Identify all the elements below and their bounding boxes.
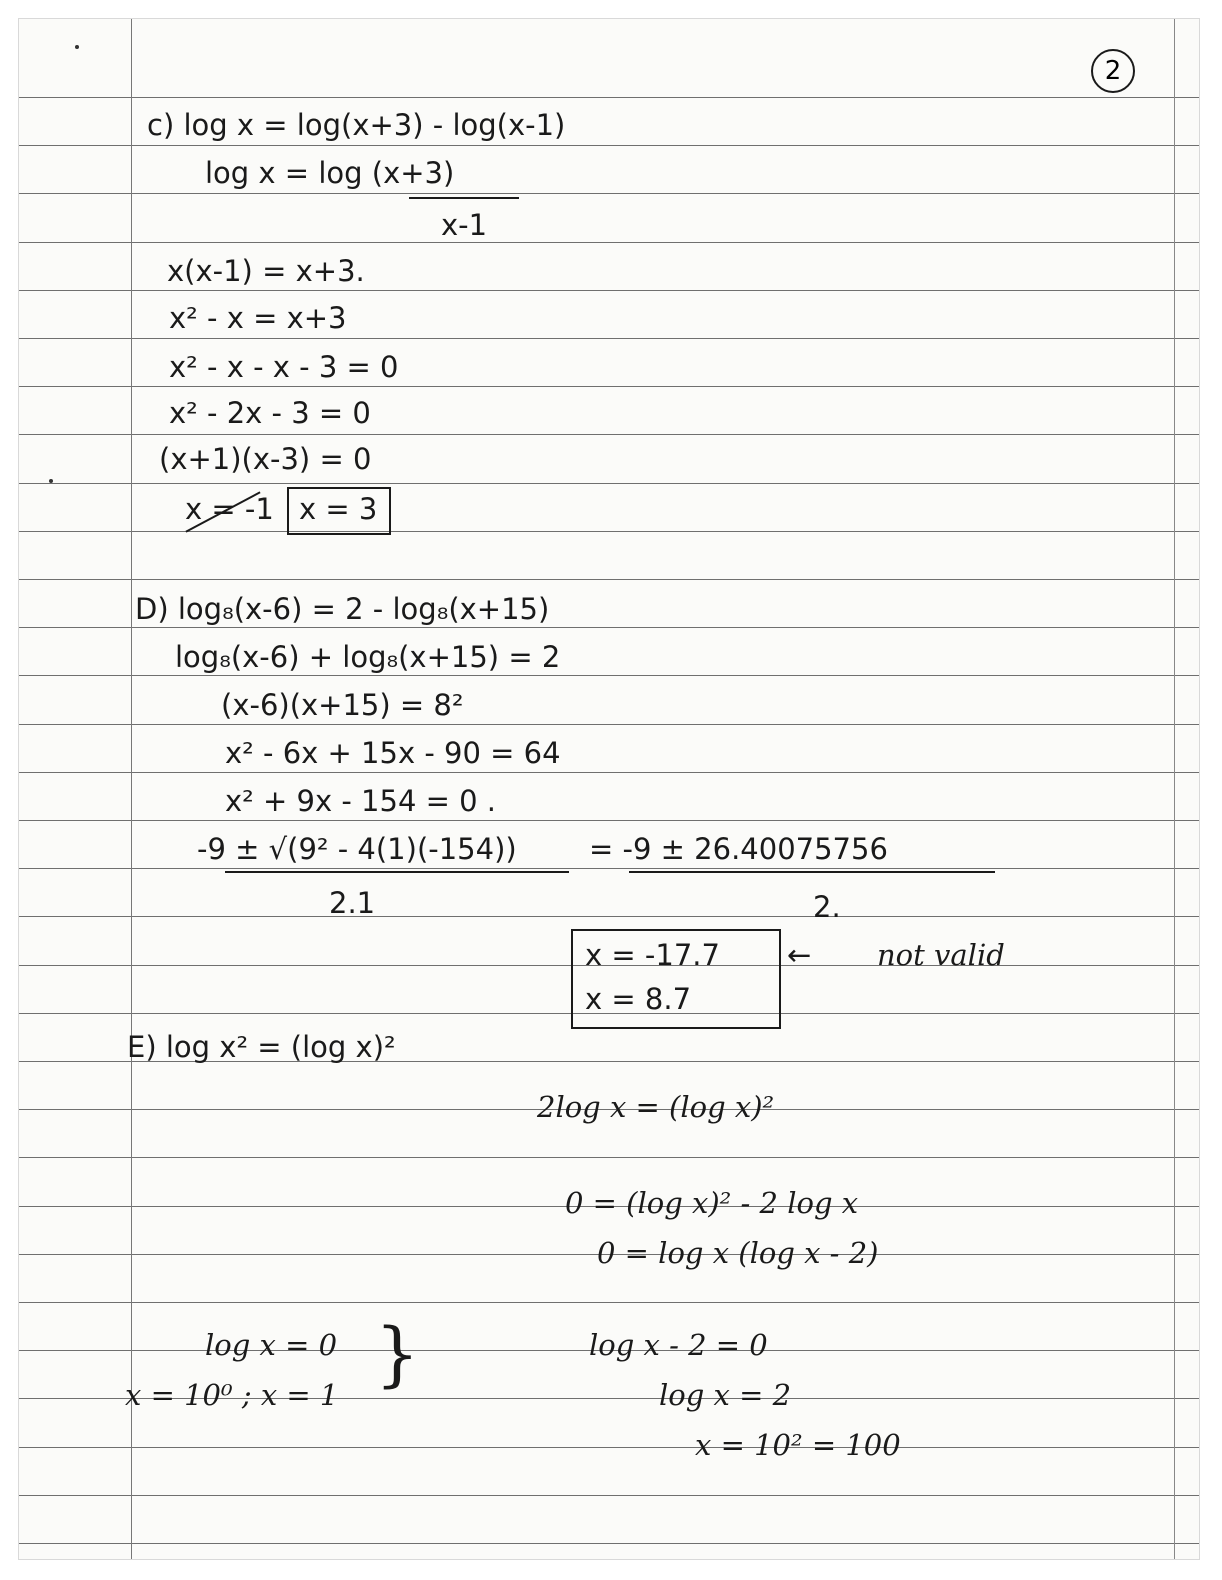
part-d-note: not valid bbox=[877, 938, 1005, 972]
ruled-line bbox=[19, 1495, 1199, 1496]
part-e-case-1-line-2: x = 10⁰ ; x = 1 bbox=[125, 1378, 339, 1412]
part-c-line-6: x² - x - x - 3 = 0 bbox=[169, 350, 399, 384]
numeric-fraction-bar bbox=[629, 871, 995, 873]
ruled-line bbox=[19, 145, 1199, 146]
part-c-line-1: c) log x = log(x+3) - log(x-1) bbox=[147, 108, 566, 142]
part-c-rejected-root: x = -1 bbox=[185, 492, 274, 526]
part-d-line-1: D) log₈(x-6) = 2 - log₈(x+15) bbox=[135, 592, 550, 626]
part-e-case-1-line-1: log x = 0 bbox=[205, 1328, 338, 1362]
right-margin-line bbox=[1174, 19, 1175, 1559]
part-e-line-4: 0 = log x (log x - 2) bbox=[597, 1236, 879, 1270]
ruled-line bbox=[19, 579, 1199, 580]
part-c-line-4: x(x-1) = x+3. bbox=[167, 254, 365, 288]
quadratic-fraction-bar bbox=[225, 871, 569, 873]
part-c-line-8: (x+1)(x-3) = 0 bbox=[159, 442, 372, 476]
ruled-line bbox=[19, 531, 1199, 532]
ruled-line bbox=[19, 242, 1199, 243]
ruled-line bbox=[19, 724, 1199, 725]
part-d-line-2: log₈(x-6) + log₈(x+15) = 2 bbox=[175, 640, 561, 674]
part-d-quadratic-numerator: -9 ± √(9² - 4(1)(-154)) bbox=[197, 832, 517, 866]
notebook-page bbox=[18, 18, 1200, 1560]
part-c-line-7: x² - 2x - 3 = 0 bbox=[169, 396, 371, 430]
page-number: 2 bbox=[1091, 49, 1135, 93]
ruled-line bbox=[19, 1302, 1199, 1303]
part-e-case-2-line-3: x = 10² = 100 bbox=[695, 1428, 901, 1462]
part-e-line-2: 2log x = (log x)² bbox=[537, 1090, 775, 1124]
part-e-line-1: E) log x² = (log x)² bbox=[127, 1030, 396, 1064]
part-d-line-3: (x-6)(x+15) = 8² bbox=[221, 688, 464, 722]
part-c-line-3: x-1 bbox=[441, 208, 488, 242]
left-margin-line bbox=[131, 19, 132, 1559]
part-d-numeric-numerator: = -9 ± 26.40075756 bbox=[589, 832, 888, 866]
ruled-line bbox=[19, 483, 1199, 484]
ink-speck bbox=[49, 479, 53, 483]
ruled-line bbox=[19, 820, 1199, 821]
part-d-line-4: x² - 6x + 15x - 90 = 64 bbox=[225, 736, 561, 770]
part-d-rejected-answer: x = -17.7 bbox=[585, 938, 720, 972]
ruled-line bbox=[19, 675, 1199, 676]
part-c-answer: x = 3 bbox=[299, 492, 378, 526]
ruled-line bbox=[19, 916, 1199, 917]
ruled-line bbox=[19, 772, 1199, 773]
ruled-line bbox=[19, 434, 1199, 435]
ink-speck bbox=[75, 45, 79, 49]
ruled-line bbox=[19, 193, 1199, 194]
part-c-fraction-bar bbox=[409, 197, 519, 199]
ruled-line bbox=[19, 1543, 1199, 1544]
part-e-case-2-line-2: log x = 2 bbox=[659, 1378, 792, 1412]
ruled-line bbox=[19, 386, 1199, 387]
part-c-line-5: x² - x = x+3 bbox=[169, 301, 347, 335]
part-d-answer: x = 8.7 bbox=[585, 982, 692, 1016]
left-arrow-icon: ← bbox=[787, 938, 812, 972]
right-brace-icon: } bbox=[375, 1313, 420, 1395]
part-c-line-2: log x = log (x+3) bbox=[205, 156, 455, 190]
ruled-line bbox=[19, 290, 1199, 291]
part-d-quadratic-denominator: 2.1 bbox=[329, 886, 376, 920]
ruled-line bbox=[19, 1157, 1199, 1158]
part-d-line-5: x² + 9x - 154 = 0 . bbox=[225, 784, 497, 818]
part-d-numeric-denominator: 2. bbox=[813, 890, 841, 924]
ruled-line bbox=[19, 627, 1199, 628]
part-e-line-3: 0 = (log x)² - 2 log x bbox=[565, 1186, 859, 1220]
ruled-line bbox=[19, 338, 1199, 339]
part-e-case-2-line-1: log x - 2 = 0 bbox=[589, 1328, 768, 1362]
ruled-line bbox=[19, 868, 1199, 869]
ruled-line bbox=[19, 97, 1199, 98]
ruled-line bbox=[19, 1447, 1199, 1448]
